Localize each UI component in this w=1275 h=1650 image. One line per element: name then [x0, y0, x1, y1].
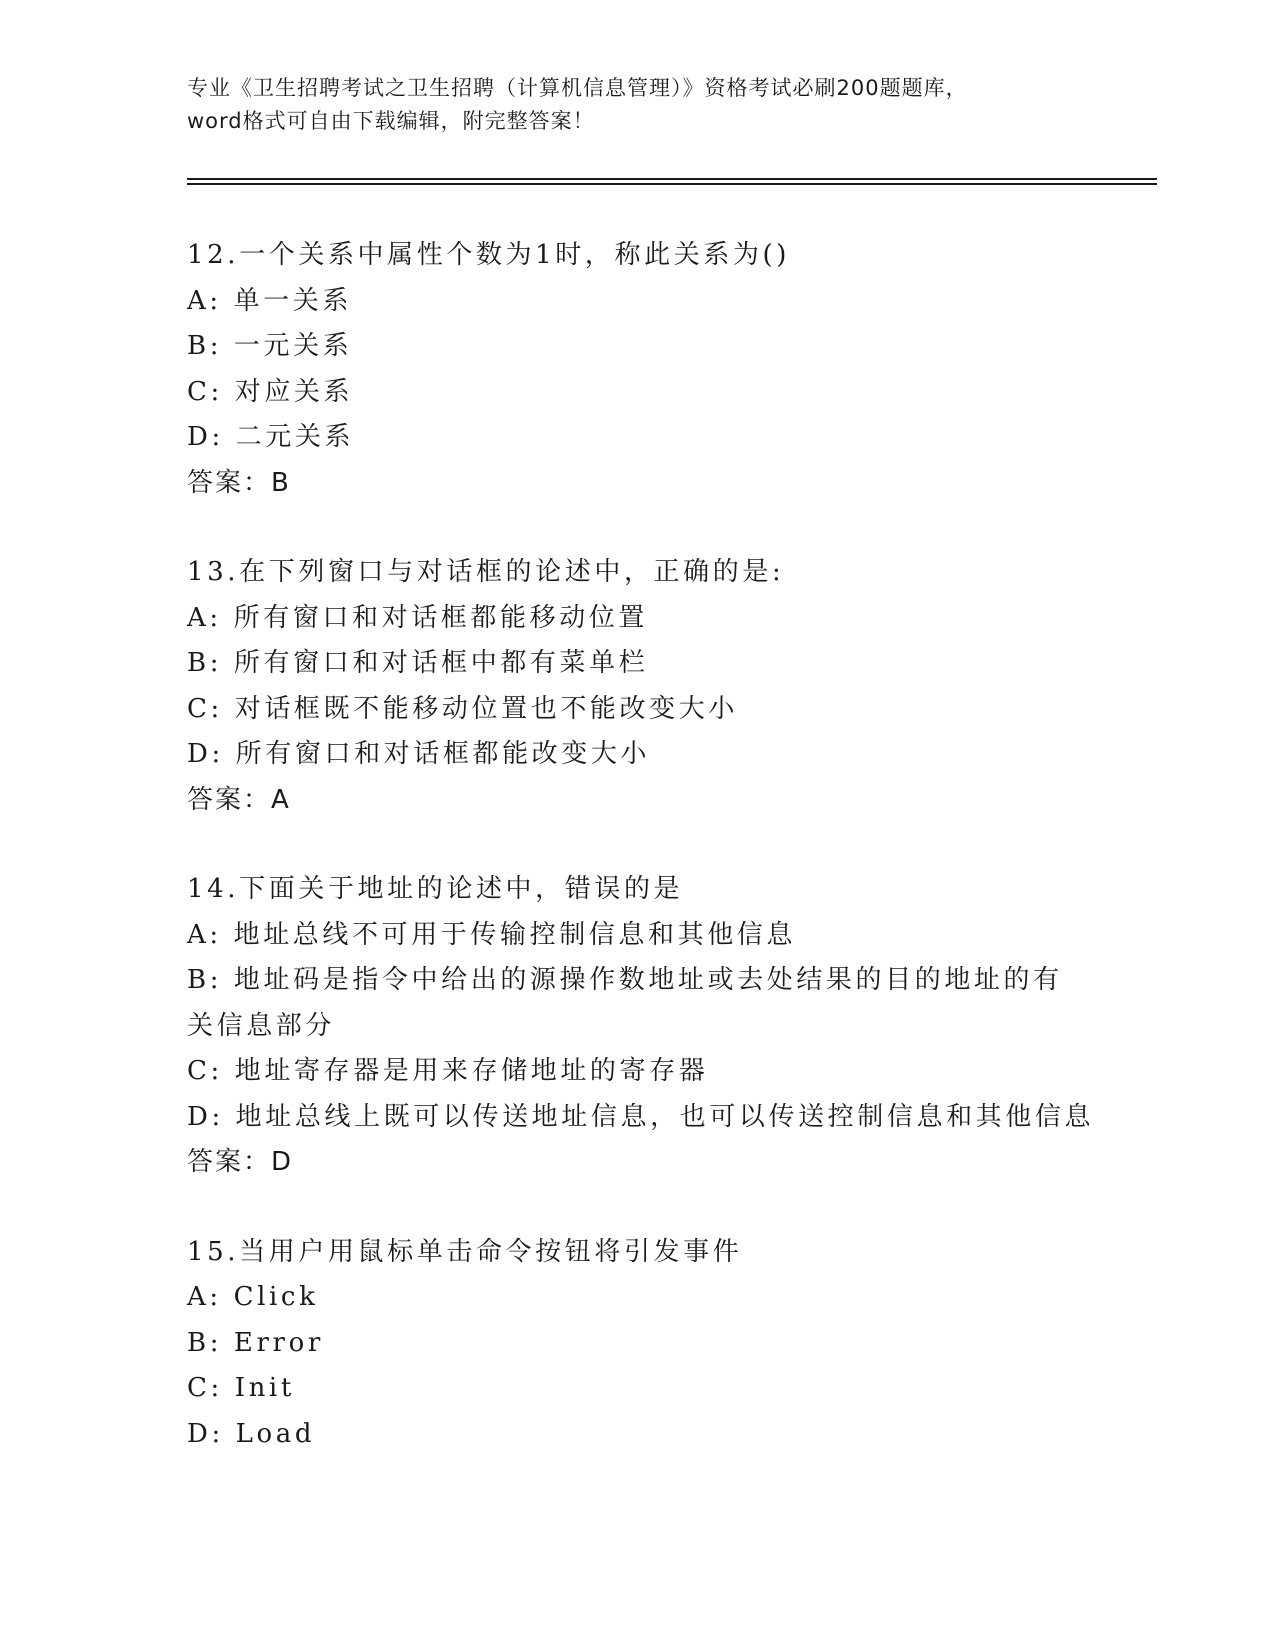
option-d: D: 二元关系: [187, 422, 355, 452]
option-c: C: 对应关系: [187, 376, 354, 407]
option-d: D: 地址总线上既可以传送地址信息，也可以传送控制信息和其他信息: [187, 1101, 1095, 1132]
question-stem: 13.在下列窗口与对话框的论述中，正确的是:: [187, 557, 785, 587]
option-d: D: Load: [187, 1418, 316, 1449]
header-title-line-2: word格式可自由下载编辑，附完整答案！: [187, 109, 595, 133]
document-header: [187, 72, 1087, 138]
question-12: [187, 233, 1087, 506]
option-b: B: 一元关系: [187, 331, 353, 361]
question-13: [187, 550, 1087, 823]
answer-line: 答案：D: [187, 1147, 294, 1177]
header-divider-top: [187, 178, 1157, 180]
question-list: [187, 233, 1095, 1501]
option-c: C: Init: [187, 1373, 295, 1403]
header-divider-bottom: [187, 183, 1157, 185]
question-stem: 15.当用户用鼠标单击命令按钮将引发事件: [187, 1236, 743, 1267]
option-b: B: 所有窗口和对话框中都有菜单栏: [187, 648, 649, 678]
option-a: A: 地址总线不可用于传输控制信息和其他信息: [187, 919, 797, 950]
option-a: A: 单一关系: [187, 285, 353, 316]
question-stem: 12.一个关系中属性个数为1时，称此关系为(): [187, 240, 790, 270]
option-b: B: Error: [187, 1327, 324, 1358]
option-a: A: Click: [187, 1282, 319, 1312]
option-c: C: 地址寄存器是用来存储地址的寄存器: [187, 1056, 709, 1086]
question-15: [187, 1230, 1087, 1458]
answer-line: 答案：A: [187, 784, 291, 815]
question-stem: 14.下面关于地址的论述中，错误的是: [187, 874, 684, 904]
option-a: A: 所有窗口和对话框都能移动位置: [187, 602, 649, 633]
option-d: D: 所有窗口和对话框都能改变大小: [187, 739, 651, 769]
header-title-line-1: 专业《卫生招聘考试之卫生招聘（计算机信息管理）》资格考试必刷200题题库，: [187, 76, 968, 100]
option-c: C: 对话框既不能移动位置也不能改变大小: [187, 693, 738, 724]
question-14: [187, 867, 1095, 1186]
answer-line: 答案：B: [187, 467, 291, 498]
option-b: B: 地址码是指令中给出的源操作数地址或去处结果的目的地址的有关信息部分: [187, 965, 1063, 1041]
